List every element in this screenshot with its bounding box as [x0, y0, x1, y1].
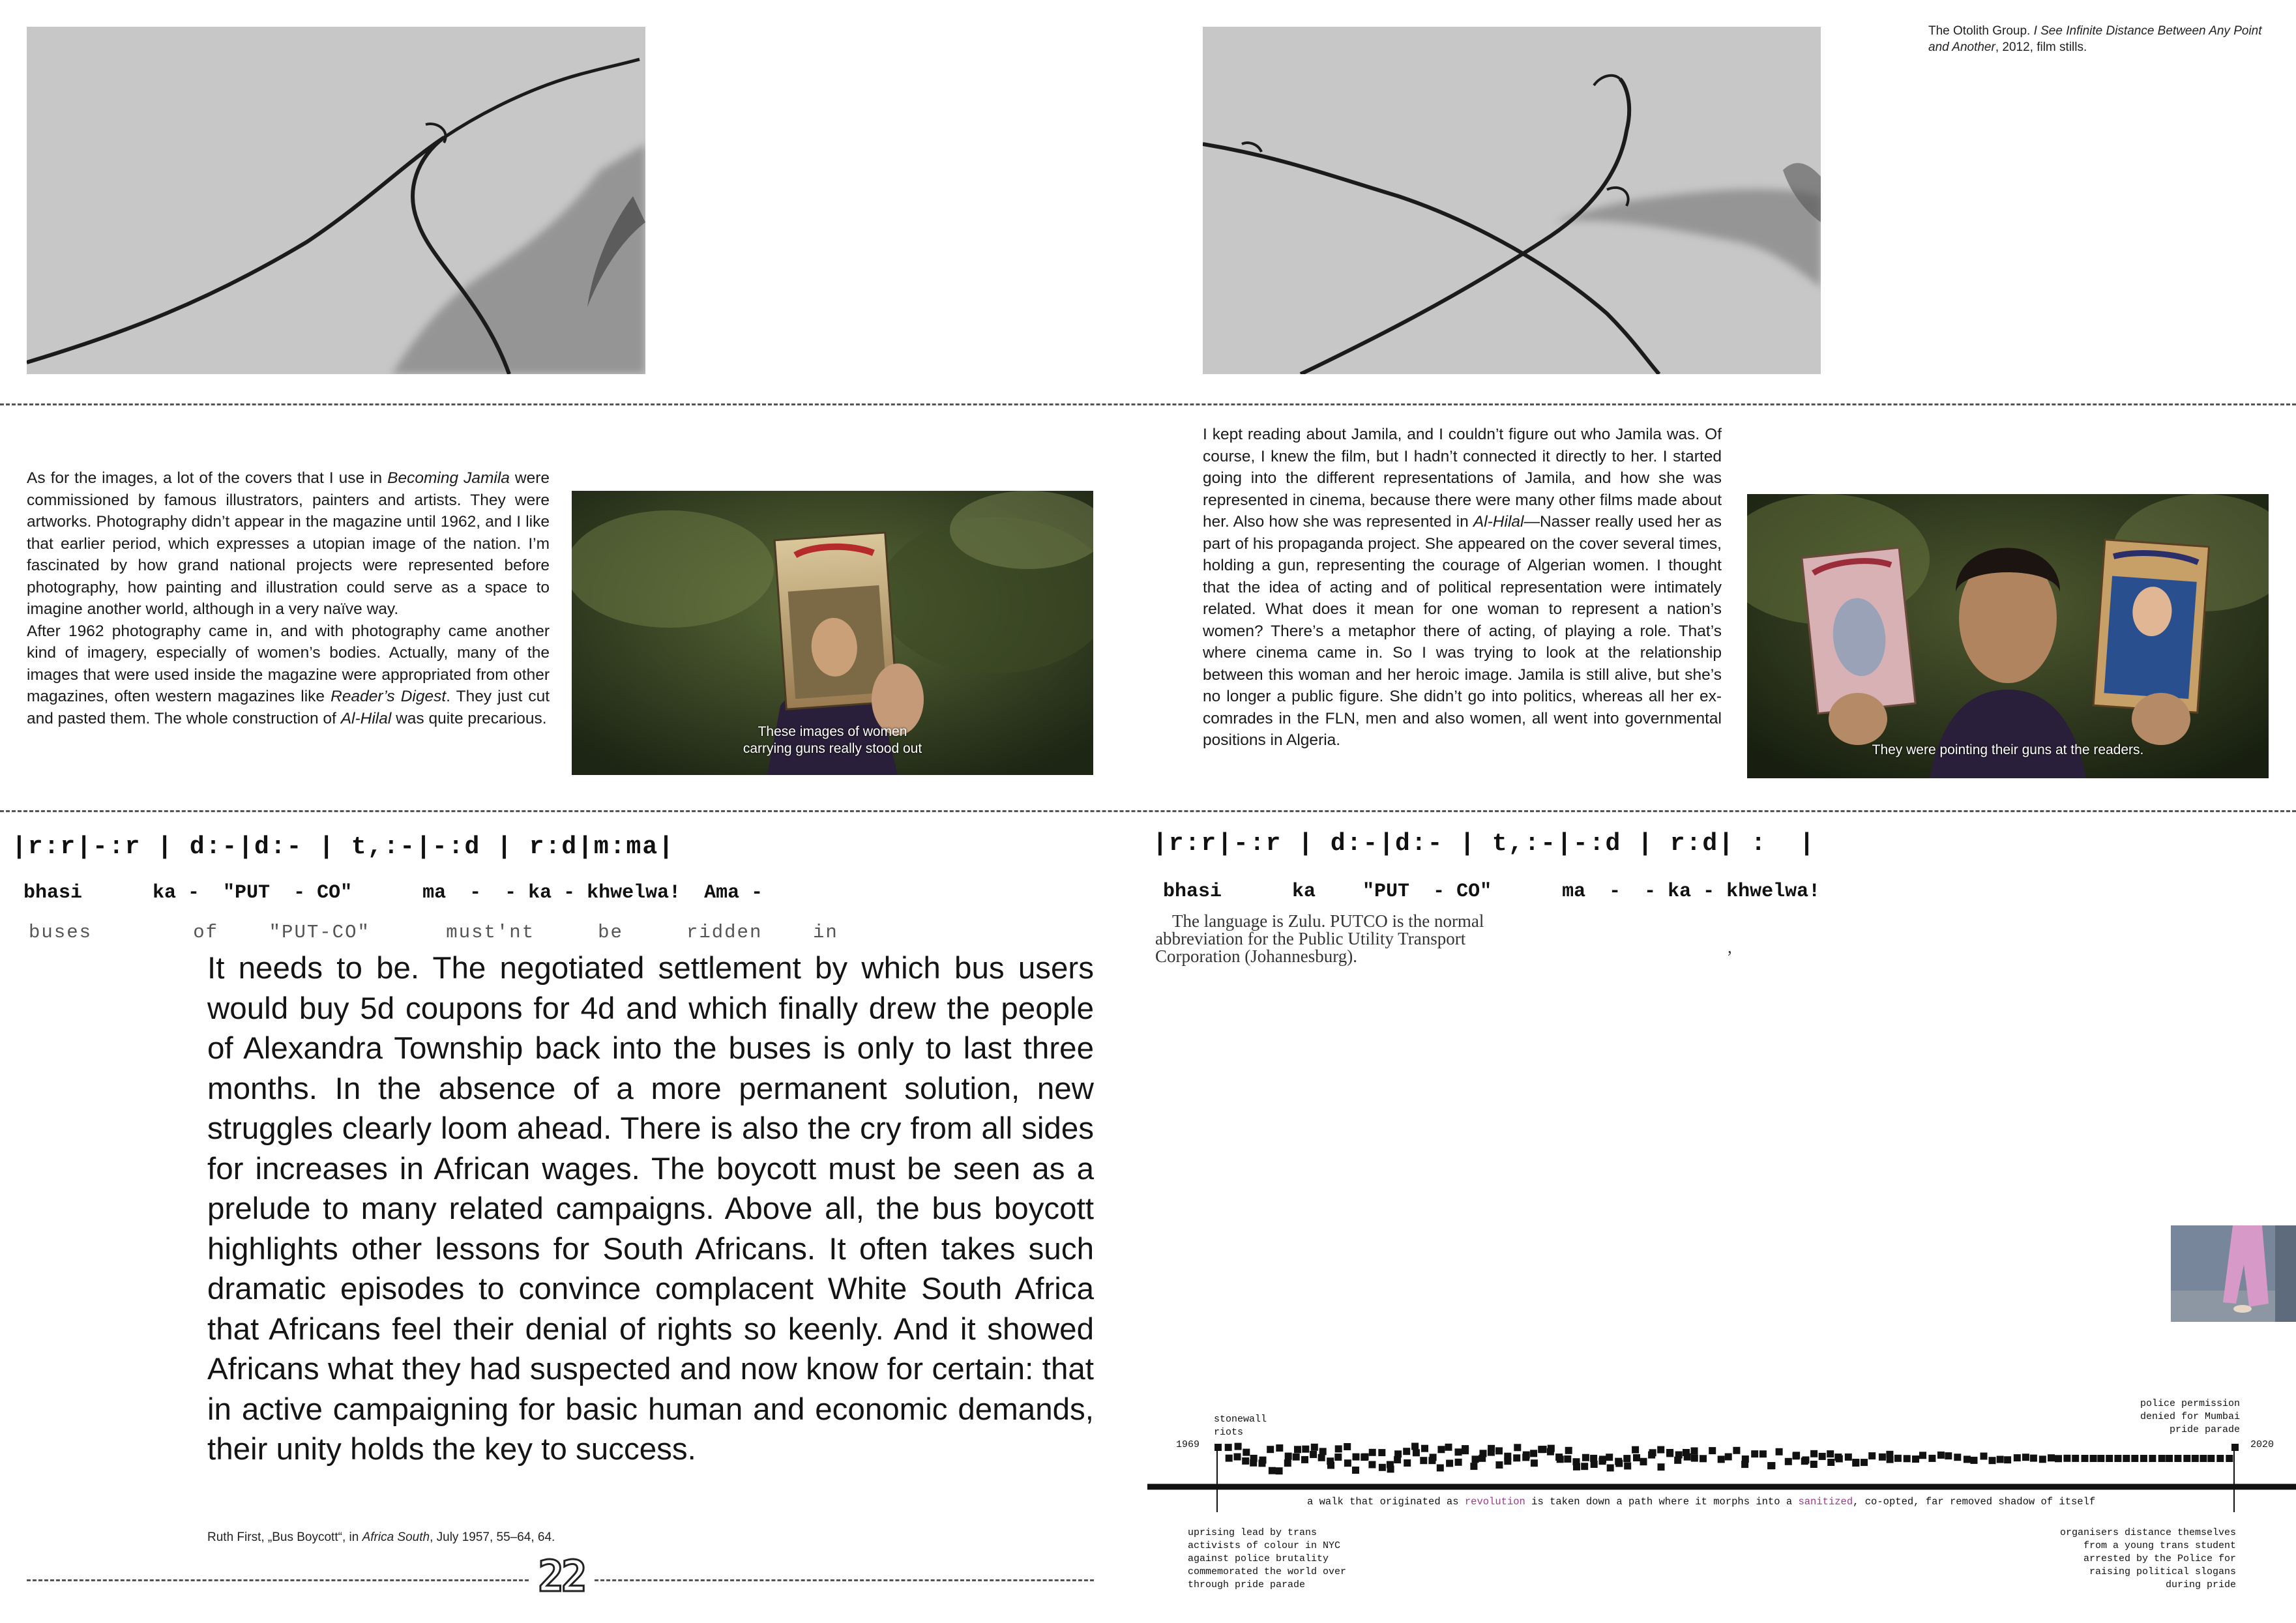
- timeline-square: [1928, 1455, 1935, 1462]
- timeline-label-police: police permission denied for Mumbai pride parade: [2140, 1398, 2240, 1435]
- timeline-caption-revolution: revolution: [1464, 1496, 1525, 1508]
- timeline-square: [1971, 1457, 1978, 1464]
- timeline-square: [1302, 1446, 1309, 1453]
- timeline-square: [1301, 1456, 1308, 1463]
- timeline-end-year: 2020: [2250, 1439, 2274, 1450]
- film-caption: The Otolith Group. I See Infinite Distance Between Any Point and Another, 2012, film stills.: [1928, 24, 2262, 54]
- divider-top: [0, 403, 2296, 405]
- timeline-square: [1319, 1448, 1327, 1455]
- timeline-square: [1387, 1461, 1394, 1469]
- timeline-square: [2048, 1454, 2055, 1461]
- timeline-square: [2039, 1455, 2046, 1463]
- timeline-square: [1225, 1444, 1232, 1451]
- timeline-square: [1379, 1464, 1386, 1471]
- timeline-square: [1310, 1451, 1317, 1458]
- timeline-square: [1648, 1452, 1655, 1459]
- timeline-square: [1523, 1452, 1530, 1459]
- timeline-square: [1226, 1455, 1233, 1462]
- timeline-square: [2192, 1455, 2199, 1462]
- timeline-square: [1886, 1451, 1893, 1458]
- timeline-square: [1785, 1458, 1792, 1465]
- timeline-square: [1640, 1458, 1647, 1465]
- page-number: 22: [538, 1551, 585, 1601]
- timeline-square: [1368, 1461, 1376, 1469]
- timeline-square: [1293, 1454, 1300, 1461]
- timeline-square: [1548, 1445, 1555, 1452]
- bus-boycott-quote: It needs to be. The negotiated settlement by which bus users would buy 5d coupons for 4d and which finally drew the people of Alexandra Township back into the buses is only to last three months. In the absence of a more permanent solution, new struggles clearly loom ahead. There is also the cry from all sides for increases in African wages. The boycott must be seen as a prelude to many related campaigns. Above all, the bus boycott highlights other lessons for South Africans. It often takes such dramatic episodes to convince complacent White South Africa that Africans feel their denial of rights so keenly. And it showed Africans what they had suspected and now know for certain: that in active campaigning for basic human and economic demands, their unity holds the key to success.: [207, 951, 1094, 1467]
- timeline-square: [1495, 1447, 1503, 1454]
- timeline-square: [1334, 1454, 1342, 1461]
- timeline-square: [1759, 1450, 1767, 1457]
- timeline-square: [2063, 1455, 2070, 1462]
- timeline-square: [2030, 1455, 2037, 1462]
- timeline-square: [1861, 1459, 1868, 1466]
- timeline-square: [1276, 1467, 1283, 1474]
- timeline-square: [1742, 1455, 1749, 1463]
- timeline-square: [1214, 1444, 1222, 1451]
- timeline-square: [1538, 1446, 1545, 1453]
- timeline-square: [1269, 1467, 1276, 1474]
- timeline-square: [1404, 1459, 1411, 1467]
- timeline-square: [1684, 1454, 1691, 1461]
- video-subtitle-right: They were pointing their guns at the readers.: [1872, 742, 2144, 757]
- timeline-square: [1267, 1446, 1274, 1453]
- timeline-square: [1353, 1454, 1360, 1461]
- timeline-square: [1827, 1459, 1834, 1466]
- timeline-square: [1344, 1459, 1351, 1467]
- parade-thumbnail: [2171, 1225, 2296, 1322]
- footer-rule-left: [27, 1579, 529, 1581]
- timeline-square: [1530, 1450, 1537, 1457]
- timeline-square: [1691, 1448, 1698, 1455]
- timeline-square: [1378, 1449, 1385, 1456]
- timeline-square: [2090, 1455, 2097, 1462]
- timeline-label-stonewall: stonewall riots: [1214, 1414, 1267, 1438]
- timeline-square: [1691, 1455, 1698, 1462]
- timeline-square: [1658, 1463, 1665, 1470]
- timeline-square: [1352, 1467, 1359, 1474]
- timeline-square: [2055, 1455, 2062, 1462]
- timeline-square: [2158, 1455, 2166, 1462]
- timeline-square: [2072, 1455, 2079, 1462]
- divider-middle: [0, 810, 2296, 812]
- timeline-square: [1285, 1453, 1292, 1460]
- timeline-square: [1318, 1454, 1325, 1461]
- timeline-caption-sanitized: sanitized: [1798, 1496, 1853, 1508]
- timeline-square: [1810, 1450, 1818, 1457]
- timeline-square: [2082, 1455, 2089, 1462]
- typewriter-comma: ,: [1728, 937, 1732, 957]
- timeline-square: [1632, 1446, 1639, 1454]
- timeline-square: [1420, 1457, 1427, 1464]
- footer-rule-right: [595, 1579, 1094, 1581]
- video-still-right: [1747, 494, 2269, 778]
- timeline-square: [2140, 1455, 2147, 1462]
- timeline-square: [1819, 1453, 1826, 1460]
- timeline-square: [1344, 1443, 1351, 1450]
- timeline-square: [1411, 1443, 1419, 1450]
- timeline-square: [1997, 1456, 2004, 1463]
- timeline-square: [1591, 1461, 1598, 1468]
- timeline-square: [2131, 1455, 2138, 1462]
- timeline-square: [1606, 1454, 1613, 1461]
- timeline-square: [1827, 1450, 1834, 1457]
- timeline-square: [1768, 1462, 1775, 1469]
- timeline-square: [1472, 1455, 1479, 1463]
- timeline-square: [1327, 1462, 1334, 1469]
- timeline-square: [1954, 1454, 1961, 1461]
- timeline-square: [1242, 1457, 1249, 1465]
- timeline-square: [1531, 1459, 1538, 1467]
- timeline-square: [1455, 1459, 1462, 1466]
- timeline-square: [1852, 1459, 1859, 1466]
- timeline-square: [1455, 1448, 1462, 1455]
- typewriter-zulu-right: bhasi ka "PUT - CO" ma - - ka - khwelwa!: [1163, 881, 1821, 903]
- timeline-square: [2166, 1455, 2173, 1462]
- timeline-square: [1361, 1454, 1368, 1461]
- timeline-square: [1912, 1455, 1919, 1463]
- timeline-square: [2200, 1455, 2207, 1462]
- timeline-square: [1557, 1455, 1564, 1463]
- timeline-square: [1446, 1460, 1453, 1467]
- timeline-note-left: uprising lead by trans activists of colour in NYC against police brutality commemorated the world over through pride parade: [1188, 1527, 1347, 1590]
- timeline-square: [2231, 1444, 2239, 1451]
- typewriter-zulu-left: bhasi ka - "PUT - CO" ma - - ka - khwelwa! Ama -: [23, 882, 763, 904]
- timeline-square: [1582, 1454, 1589, 1461]
- timeline-square: [1615, 1460, 1623, 1467]
- timeline-square: [1834, 1454, 1842, 1461]
- timeline-square: [1437, 1465, 1444, 1472]
- film-still-right: [1203, 27, 1821, 374]
- timeline-square: [1904, 1455, 1911, 1462]
- timeline-square: [1599, 1457, 1606, 1465]
- timeline-square: [2149, 1455, 2156, 1462]
- timeline-square: [1607, 1465, 1614, 1472]
- timeline-square: [1666, 1450, 1673, 1457]
- timeline-square: [1421, 1445, 1428, 1452]
- timeline-square: [1919, 1452, 1926, 1459]
- timeline-square: [2216, 1455, 2224, 1462]
- timeline-square: [1480, 1450, 1487, 1457]
- timeline-square: [1437, 1446, 1445, 1453]
- timeline-square: [2183, 1455, 2190, 1462]
- quote-source: Ruth First, „Bus Boycott“, in Africa South, July 1957, 55–64, 64.: [207, 1530, 555, 1544]
- timeline-square: [1514, 1444, 1521, 1451]
- timeline-square: [1751, 1450, 1758, 1457]
- right-interview-text: I kept reading about Jamila, and I couldn’t figure out who Jamila was. Of course, I knew the film, but I hadn’t connected it directly to her. I started going into the different representations of Jamila, and how she was represented in cinema, because there were many other films made about her. Also how she was represented in Al-Hilal—Nasser really used her as part of his propaganda project. She appeared on the cover several times, holding a gun, representing the courage of Algerian women. I thought that the idea of acting and of political representation were intimately related. What does it mean for one woman to represent a nation’s women? There’s a metaphor there of acting, of playing a role. That’s where cinema came in. So I was trying to look at the relationship between this woman and her heroic image. Jamila is still alive, but she’s no longer a public figure. She didn’t go into politics, whereas all her ex-comrades in the FLN, men and also women, all went into governmental positions in Algeria.: [1203, 426, 1722, 749]
- timeline-square: [1801, 1457, 1808, 1465]
- timeline-square: [1989, 1457, 1996, 1464]
- timeline-square: [1294, 1446, 1301, 1453]
- timeline-square: [1879, 1454, 1886, 1461]
- timeline-square: [1709, 1447, 1716, 1454]
- timeline-square: [1250, 1455, 1258, 1462]
- timeline-square: [1624, 1463, 1631, 1470]
- timeline-square: [1845, 1454, 1852, 1461]
- video-subtitle-left: These images of women carrying guns really stood out: [743, 724, 922, 756]
- typewriter-footnote: The language is Zulu. PUTCO is the normal abbreviation for the Public Utility Transport Corporation (Johannesburg).: [1155, 911, 1484, 966]
- timeline-square: [1565, 1447, 1572, 1454]
- timeline-square: [1235, 1443, 1242, 1450]
- timeline-square: [1488, 1449, 1495, 1456]
- timeline-square: [1725, 1454, 1732, 1461]
- timeline-square: [1937, 1452, 1945, 1459]
- timeline-square: [1276, 1444, 1283, 1452]
- timeline-square: [1718, 1455, 1725, 1463]
- timeline-square: [1810, 1461, 1818, 1468]
- timeline-square: [1964, 1455, 1971, 1463]
- timeline-square: [1369, 1449, 1376, 1456]
- timeline-square: [1335, 1445, 1342, 1452]
- timeline-square: [1793, 1452, 1800, 1459]
- timeline-square: [1413, 1449, 1420, 1456]
- timeline-square: [1504, 1453, 1511, 1460]
- left-interview-text: As for the images, a lot of the covers that I use in Becoming Jamila were commissioned by famous illustrators, painters and artists. They were artworks. Photography didn’t appear in the magazine until 1962, and I like that earlier period, which expresses a utopian image of the nation. I’m fascinated by how grand national projects were represented before photography, how painting and illustration could serve as a space to imagine another world, although in a very naïve way. After 1962 photography came in, and with photography came another kind of imagery, especially of women’s bodies. Actually, many of the images that were used inside the magazine were appropriated from other magazines, often western magazines like Reader’s Digest. They just cut and pasted them. The whole construction of Al-Hilal was quite precarious.: [27, 469, 550, 727]
- video-still-left: [572, 491, 1093, 775]
- timeline-square: [1394, 1450, 1402, 1457]
- timeline-square: [1776, 1448, 1783, 1455]
- timeline-square: [1259, 1457, 1267, 1464]
- timeline-square: [1700, 1455, 1707, 1462]
- timeline-square: [1495, 1461, 1503, 1469]
- timeline-square: [1428, 1457, 1435, 1464]
- timeline-square: [2114, 1455, 2121, 1462]
- timeline-square: [1573, 1463, 1580, 1470]
- timeline-square: [1403, 1448, 1410, 1455]
- timeline-square: [1674, 1457, 1681, 1464]
- timeline-square: [1462, 1445, 1469, 1452]
- timeline-square: [1945, 1452, 1952, 1459]
- timeline-square: [2123, 1455, 2130, 1462]
- timeline-square: [1657, 1446, 1664, 1454]
- film-still-left: [27, 27, 645, 374]
- timeline-square: [1733, 1447, 1740, 1454]
- timeline-square: [1623, 1455, 1630, 1462]
- timeline-square: [2022, 1454, 2029, 1461]
- timeline-square: [1445, 1444, 1452, 1451]
- timeline-square: [1234, 1454, 1241, 1461]
- timeline-square: [1894, 1455, 1902, 1462]
- timeline-square: [2106, 1455, 2113, 1462]
- typewriter-english-left: buses of "PUT-CO" must'nt be ridden in: [29, 922, 838, 943]
- timeline-square: [1868, 1452, 1876, 1459]
- timeline-square: [1470, 1463, 1477, 1470]
- timeline-square: [1581, 1463, 1588, 1470]
- timeline-square: [1284, 1459, 1291, 1467]
- timeline-square: [1513, 1454, 1520, 1461]
- timeline-square: [2097, 1455, 2104, 1462]
- timeline-caption: a walk that originated as revolution is taken down a path where it morphs into a sanitized, co-opted, far removed shadow of itself: [1307, 1496, 2096, 1508]
- timeline-square: [1564, 1455, 1571, 1463]
- timeline-square: [2004, 1456, 2011, 1463]
- timeline-square: [1633, 1454, 1640, 1461]
- timeline-square: [2014, 1454, 2021, 1461]
- timeline-square: [2174, 1455, 2181, 1462]
- timeline-march-squares: [1214, 1443, 2239, 1475]
- timeline-square: [2207, 1455, 2215, 1462]
- timeline-square: [1311, 1444, 1318, 1451]
- timeline-square: [1243, 1449, 1250, 1456]
- typewriter-stave-right: |r:r|-:r | d:-|d:- | t,:-|-:d | r:d| : |: [1153, 830, 1816, 858]
- timeline-square: [1980, 1453, 1988, 1460]
- timeline-square: [2226, 1455, 2233, 1462]
- timeline-note-right: organisers distance themselves from a young trans student arrested by the Police for raising political slogans during pride: [2059, 1527, 2236, 1590]
- timeline-start-year: 1969: [1176, 1439, 1200, 1450]
- typewriter-stave-left: |r:r|-:r | d:-|d:- | t,:-|-:d | r:d|m:ma|: [12, 833, 675, 861]
